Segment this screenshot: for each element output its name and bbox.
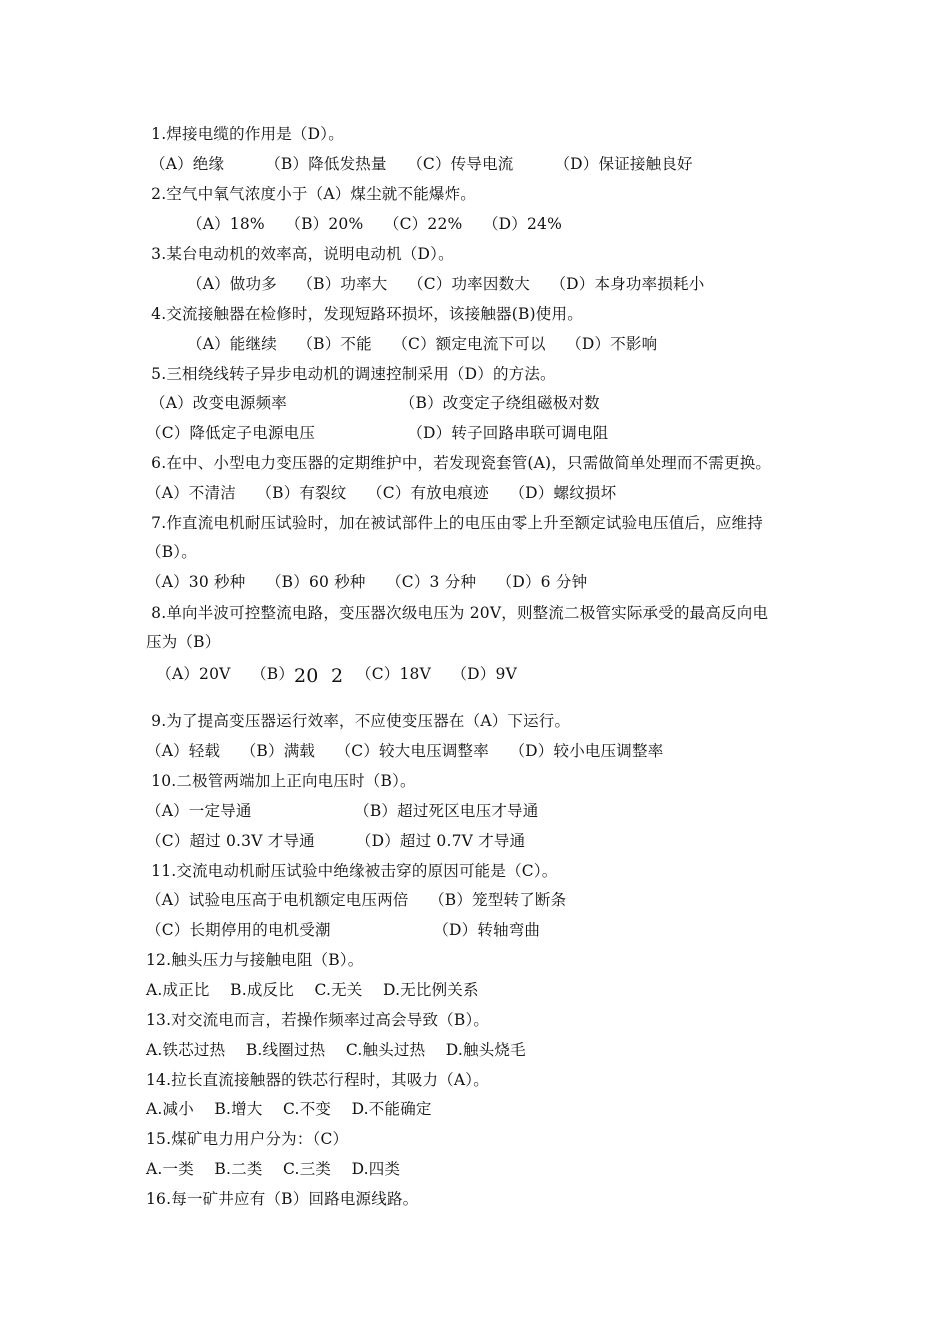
options-2: （A）18% （B）20% （C）22% （D）24% (146, 215, 563, 233)
options-5b: （C）降低定子电源电压 （D）转子回路串联可调电阻 (146, 424, 609, 442)
question-8-cont: 压为（B） (146, 633, 221, 651)
options-7: （A）30 秒种 （B）60 秒种 （C）3 分种 （D）6 分钟 (146, 573, 588, 591)
options-1: （A）绝缘 （B）降低发热量 （C）传导电流 （D）保证接触良好 (150, 155, 693, 173)
options-13: A.铁芯过热 B.线圈过热 C.触头过热 D.触头烧毛 (146, 1041, 526, 1059)
options-8b: （C）18V （D）9V (356, 665, 517, 683)
question-16: 16.每一矿井应有（B）回路电源线路。 (146, 1190, 419, 1208)
question-10: 10.二极管两端加上正向电压时（B）。 (146, 772, 416, 790)
options-6: （A）不清洁 （B）有裂纹 （C）有放电痕迹 （D）螺纹损坏 (146, 484, 617, 502)
options-10a: （A）一定导通 （B）超过死区电压才导通 (146, 802, 539, 820)
question-15: 15.煤矿电力用户分为：（C） (146, 1130, 349, 1148)
question-6: 6.在中、小型电力变压器的定期维护中，若发现瓷套管(A)，只需做简单处理而不需更换。 (146, 454, 772, 472)
question-12: 12.触头压力与接触电阻（B）。 (146, 951, 364, 969)
options-5a: （A）改变电源频率 （B）改变定子绕组磁极对数 (150, 394, 600, 412)
question-9: 9.为了提高变压器运行效率，不应使变压器在（A）下运行。 (146, 712, 571, 730)
question-5: 5.三相绕线转子异步电动机的调速控制采用（D）的方法。 (146, 365, 556, 383)
options-11b: （C）长期停用的电机受潮 （D）转轴弯曲 (146, 921, 541, 939)
question-1: 1.焊接电缆的作用是（D）。 (146, 125, 344, 143)
options-12: A.成正比 B.成反比 C.无关 D.无比例关系 (146, 981, 479, 999)
options-10b: （C）超过 0.3V 才导通 （D）超过 0.7V 才导通 (146, 832, 526, 850)
options-11a: （A）试验电压高于电机额定电压两倍 （B）笼型转了断条 (146, 891, 567, 909)
options-9: （A）轻载 （B）满载 （C）较大电压调整率 （D）较小电压调整率 (146, 742, 664, 760)
question-4: 4.交流接触器在检修时，发现短路环损坏，该接触器(B)使用。 (146, 305, 583, 323)
options-14: A.减小 B.增大 C.不变 D.不能确定 (146, 1100, 432, 1118)
question-3: 3.某台电动机的效率高，说明电动机（D）。 (146, 245, 454, 263)
options-15: A.一类 B.二类 C.三类 D.四类 (146, 1160, 401, 1178)
options-8a: （A）20V （B） (146, 665, 295, 683)
question-11: 11.交流电动机耐压试验中绝缘被击穿的原因可能是（C）。 (146, 862, 558, 880)
question-8: 8.单向半波可控整流电路，变压器次级电压为 20V，则整流二极管实际承受的最高反向电 (146, 604, 769, 622)
question-7: 7.作直流电机耐压试验时，加在被试部件上的电压由零上升至额定试验电压值后，应维持 (146, 514, 763, 532)
options-4: （A）能继续 （B）不能 （C）额定电流下可以 （D）不影响 (146, 335, 658, 353)
question-13: 13.对交流电而言，若操作频率过高会导致（B）。 (146, 1011, 490, 1029)
question-2: 2.空气中氧气浓度小于（A）煤尘就不能爆炸。 (146, 185, 477, 203)
formula-20-root-2: 20 2 (294, 665, 344, 687)
options-3: （A）做功多 （B）功率大 （C）功率因数大 （D）本身功率损耗小 (146, 275, 705, 293)
question-14: 14.拉长直流接触器的铁芯行程时，其吸力（A）。 (146, 1071, 489, 1089)
question-7-cont: （B）。 (146, 543, 197, 561)
